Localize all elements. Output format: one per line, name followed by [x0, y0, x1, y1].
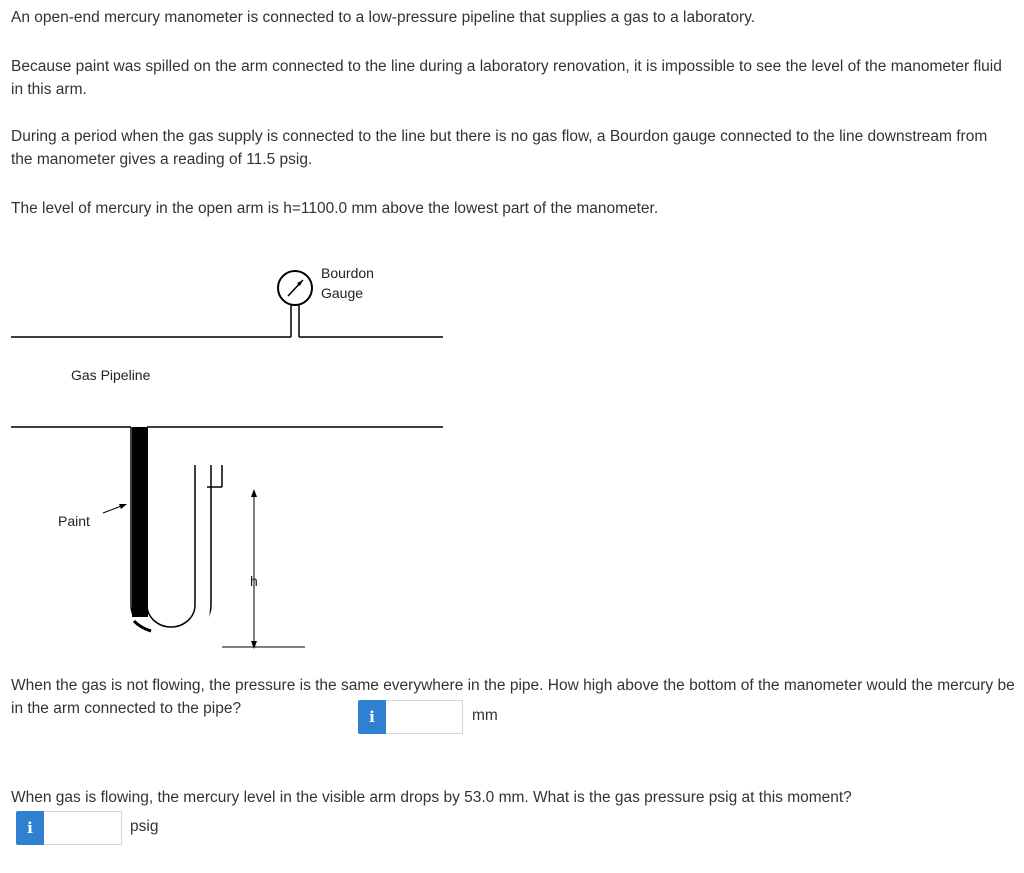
gauge-label-line1: Bourdon — [321, 265, 374, 281]
problem-paragraph-2: Because paint was spilled on the arm connected to the line during a laboratory renovation, it is impossible to see the level of the manometer fluid in this arm. — [11, 58, 1002, 98]
paint-arrow-icon — [103, 504, 127, 513]
question-1-text — [11, 674, 1021, 720]
gauge-label-line2: Gauge — [321, 285, 364, 301]
problem-paragraph-3: During a period when the gas supply is connected to the line but there is no gas flow, a Bourdon gauge connected to the line downstream from the manometer gives a reading of 11.5 psig. — [11, 128, 988, 168]
paint-label: Paint — [58, 513, 90, 529]
manometer-diagram — [0, 255, 460, 655]
question-2-unit: psig — [130, 818, 159, 835]
question-2-prompt: When gas is flowing, the mercury level in the visible arm drops by 53.0 mm. What is the gas pressure psig at this moment? — [11, 789, 852, 806]
u-tube-manometer — [131, 427, 222, 642]
bourdon-gauge-icon — [278, 271, 312, 337]
problem-paragraph-1: An open-end mercury manometer is connected to a low-pressure pipeline that supplies a gas to a laboratory. — [11, 9, 756, 26]
question-1-unit: mm — [472, 707, 498, 724]
question-2-answer-input[interactable] — [44, 811, 122, 845]
question-2-text — [11, 786, 1011, 809]
question-1-answer-input[interactable] — [386, 700, 463, 734]
pipeline-label: Gas Pipeline — [71, 367, 151, 383]
height-dimension — [222, 489, 305, 649]
question-2-info-icon[interactable]: i — [16, 811, 44, 845]
question-1-prompt: When the gas is not flowing, the pressure is the same everywhere in the pipe. How high above the bottom of the manometer would the mercury be in the arm connected to the pipe? — [11, 677, 1015, 717]
problem-paragraph-4: The level of mercury in the open arm is h=1100.0 mm above the lowest part of the manometer. — [11, 200, 659, 217]
h-label: h — [250, 573, 258, 589]
question-1-info-icon[interactable]: i — [358, 700, 386, 734]
